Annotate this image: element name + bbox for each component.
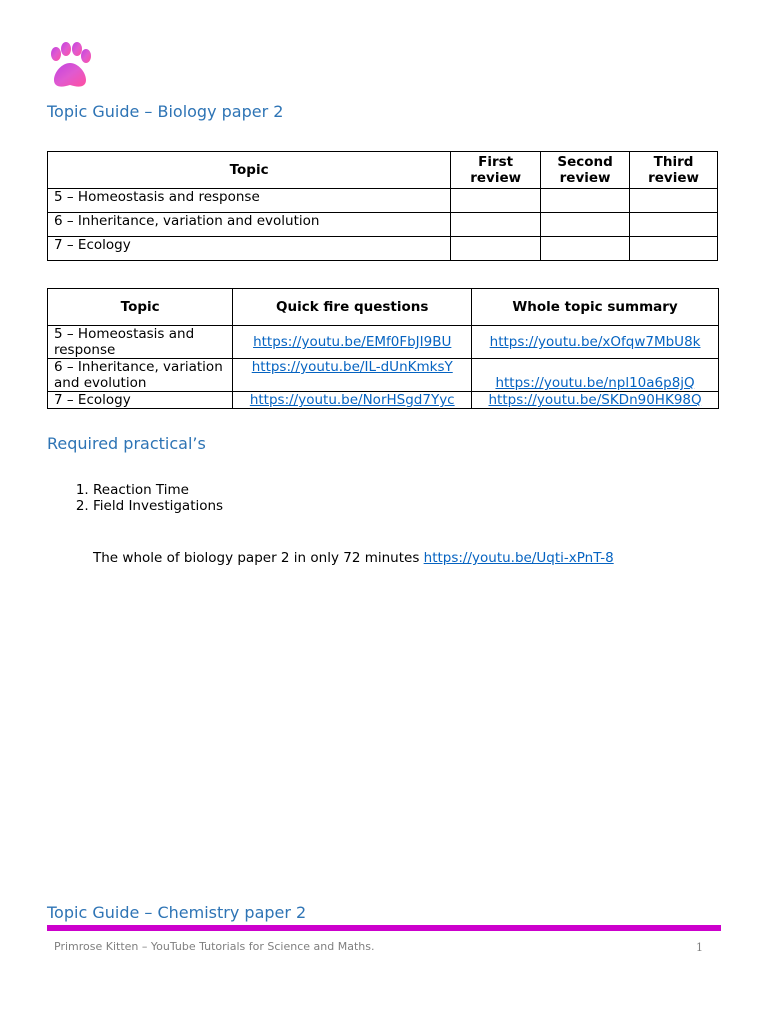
- review-table-header-row: [48, 152, 718, 189]
- quick-cell: [233, 392, 472, 409]
- summary-cell: [472, 392, 719, 409]
- biology-heading: Topic Guide – Biology paper 2: [47, 102, 284, 121]
- review-header-topic: Topic: [48, 152, 451, 189]
- review-header-first: First review: [451, 152, 541, 189]
- review-header-third: Third review: [630, 152, 718, 189]
- table-row: [48, 237, 718, 261]
- footer-divider: [47, 925, 721, 931]
- quick-fire-link[interactable]: https://youtu.be/EMf0FbJI9BU: [253, 334, 452, 350]
- list-item: 2. Field Investigations: [93, 498, 223, 514]
- summary-link[interactable]: https://youtu.be/xOfqw7MbU8k: [489, 334, 701, 350]
- link-header-topic: Topic: [48, 289, 233, 326]
- link-topic-cell: 7 – Ecology: [48, 392, 233, 409]
- table-row: [48, 213, 718, 237]
- link-topic-cell: 5 – Homeostasis and response: [48, 326, 233, 359]
- second-review-cell[interactable]: [541, 237, 630, 261]
- list-item: 1. Reaction Time: [93, 482, 223, 498]
- footer-text: Primrose Kitten – YouTube Tutorials for Science and Maths.: [54, 940, 375, 953]
- page-number: 1: [696, 941, 703, 954]
- summary-cell: [472, 359, 719, 392]
- review-table: [47, 151, 718, 261]
- third-review-cell[interactable]: [630, 237, 718, 261]
- link-table-header-row: [48, 289, 719, 326]
- link-header-quick: Quick fire questions: [233, 289, 472, 326]
- quick-fire-link[interactable]: https://youtu.be/NorHSgd7Yyc: [249, 392, 455, 408]
- summary-cell: [472, 326, 719, 359]
- link-table: [47, 288, 719, 409]
- second-review-cell[interactable]: [541, 213, 630, 237]
- table-row: [48, 392, 719, 409]
- link-topic-cell: 6 – Inheritance, variation and evolution: [48, 359, 233, 392]
- review-topic-cell: 5 – Homeostasis and response: [48, 189, 451, 213]
- whole-paper-line: [93, 550, 614, 566]
- chemistry-heading: Topic Guide – Chemistry paper 2: [47, 903, 307, 922]
- third-review-cell[interactable]: [630, 213, 718, 237]
- first-review-cell[interactable]: [451, 189, 541, 213]
- summary-link[interactable]: https://youtu.be/SKDn90HK98Q: [488, 392, 702, 408]
- quick-fire-link[interactable]: https://youtu.be/IL-dUnKmksY: [251, 359, 453, 375]
- review-header-second: Second review: [541, 152, 630, 189]
- paw-logo-icon: [47, 42, 93, 90]
- whole-paper-text: The whole of biology paper 2 in only 72 minutes: [93, 550, 424, 566]
- table-row: [48, 326, 719, 359]
- practicals-list: [70, 482, 223, 514]
- table-row: [48, 189, 718, 213]
- second-review-cell[interactable]: [541, 189, 630, 213]
- quick-cell: [233, 359, 472, 392]
- link-header-summary: Whole topic summary: [472, 289, 719, 326]
- review-topic-cell: 6 – Inheritance, variation and evolution: [48, 213, 451, 237]
- practicals-heading: Required practical’s: [47, 434, 206, 453]
- summary-link[interactable]: https://youtu.be/npl10a6p8jQ: [495, 375, 695, 391]
- first-review-cell[interactable]: [451, 213, 541, 237]
- quick-cell: [233, 326, 472, 359]
- review-topic-cell: 7 – Ecology: [48, 237, 451, 261]
- whole-paper-link[interactable]: https://youtu.be/Uqti-xPnT-8: [423, 550, 614, 566]
- table-row: [48, 359, 719, 392]
- third-review-cell[interactable]: [630, 189, 718, 213]
- first-review-cell[interactable]: [451, 237, 541, 261]
